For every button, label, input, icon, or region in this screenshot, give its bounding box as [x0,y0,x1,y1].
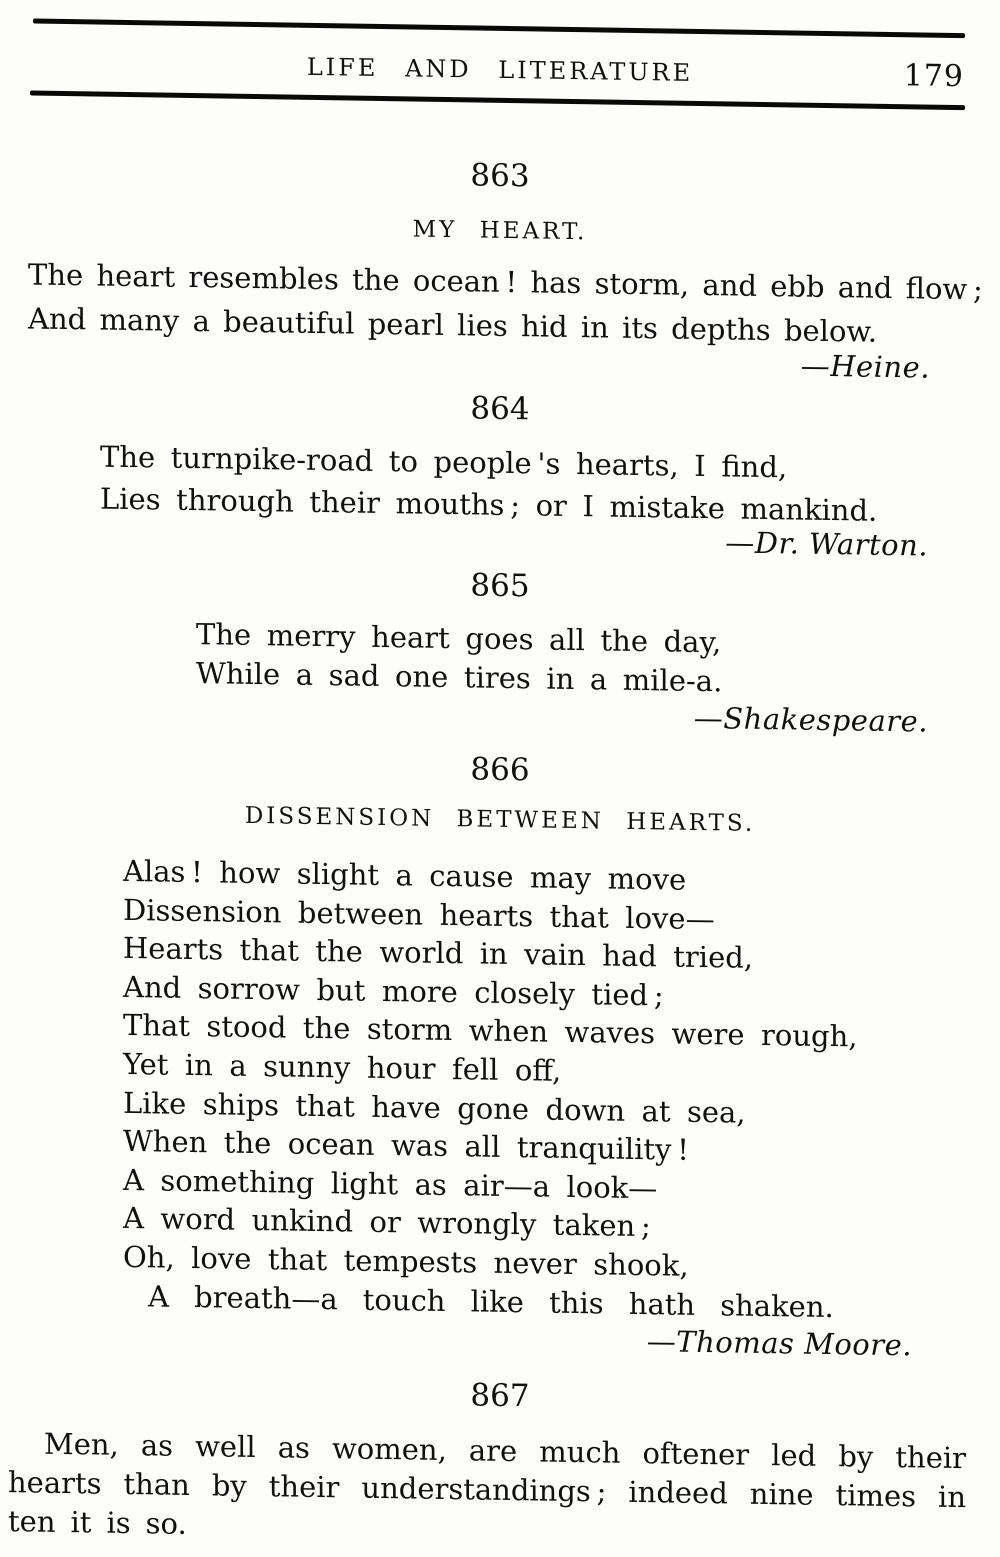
poem-line: That stood the storm when waves were rough, [123,1008,858,1054]
attribution-864: —Dr. Warton. [725,525,928,563]
poem-line: When the ocean was all tranquility ! [123,1124,689,1167]
page-number: 179 [903,58,964,95]
quote-line: The turnpike-road to people 's hearts, I find, [100,439,788,485]
header-rule-top [33,19,965,39]
header-rule-bottom [30,90,965,110]
poem-line: Oh, love that tempests never shook, [123,1239,689,1283]
attribution-866: —Thomas Moore. [646,1324,912,1363]
attribution-865: —Shakespeare. [693,700,928,739]
poem-line: A word unkind or wrongly taken ; [123,1201,651,1244]
poem-line: Hearts that the world in vain had tried, [123,931,754,976]
entry-number-864: 864 [470,390,530,428]
poem-line: Yet in a sunny hour fell off, [123,1046,562,1088]
entry-text-867 [8,1424,966,1556]
quote-line: And many a beautiful pearl lies hid in its depths below. [28,301,878,349]
entry-number-866: 866 [470,751,530,789]
attribution-863: —Heine. [800,348,930,385]
entry-number-865: 865 [470,567,530,605]
poem-line: Alas ! how slight a cause may move [123,853,687,897]
entry-text-866 [123,852,857,1327]
paragraph-line: ten it is so. [8,1504,187,1541]
poem-line: And sorrow but more closely tied ; [123,969,664,1013]
poem-line: A breath—a touch like this hath shaken. [148,1278,834,1324]
entry-heading-866: DISSENSION BETWEEN HEARTS. [244,802,756,837]
entry-number-867: 867 [470,1377,530,1415]
poem-line: Dissension between hearts that love— [123,892,715,936]
paragraph-line: Men, as well as women, are much oftener led by their [44,1426,966,1476]
poem-line: A something light as air—a look— [123,1162,658,1206]
quote-line: While a sad one tires in a mile-a. [196,656,723,699]
poem-line: Like ships that have gone down at sea, [123,1085,746,1130]
quote-line: The merry heart goes all the day, [196,617,722,660]
quote-line: The heart resembles the ocean ! has storm, and ebb and flow ; [28,257,983,307]
paragraph-line: hearts than by their understandings ; indeed nine times in [8,1465,966,1515]
entry-number-863: 863 [470,157,530,195]
entry-text-865 [196,615,722,701]
quote-line: Lies through their mouths ; or I mistake mankind. [100,481,878,528]
entry-heading-863: MY HEART. [412,216,588,246]
running-header-title: LIFE AND LITERATURE [306,52,694,87]
